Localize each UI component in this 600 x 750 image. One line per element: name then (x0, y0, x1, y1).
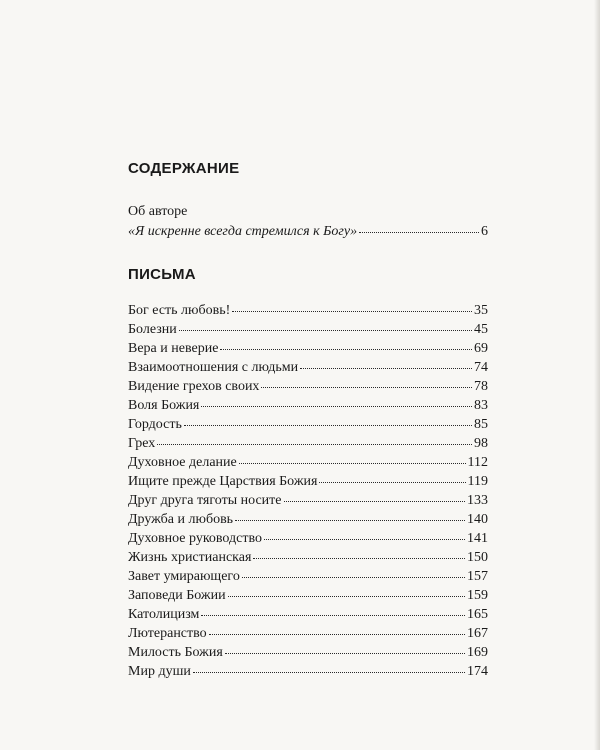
entry-title: Ищите прежде Царствия Божия (128, 474, 318, 489)
entry-title: Друг друга тяготы носите (128, 493, 282, 508)
page-number: 45 (474, 322, 488, 337)
dot-leader (300, 358, 472, 369)
toc-entry[interactable] (128, 415, 488, 434)
page-number: 174 (467, 664, 488, 679)
entry-title: Вера и неверие (128, 341, 219, 356)
entry-title: Воля Божия (128, 398, 200, 413)
page-number: 74 (474, 360, 488, 375)
page-number: 85 (474, 417, 488, 432)
dot-leader (179, 320, 472, 331)
dot-leader (193, 662, 465, 673)
page-edge-shadow (594, 0, 600, 750)
about-author-entry[interactable] (128, 222, 488, 242)
dot-leader (220, 339, 472, 350)
entry-title: Грех (128, 436, 156, 451)
entry-title: Гордость (128, 417, 182, 432)
entry-title: Завет умирающего (128, 569, 240, 584)
toc-entry[interactable] (128, 339, 488, 358)
toc-entry[interactable] (128, 396, 488, 415)
dot-leader (209, 624, 465, 635)
dot-leader (201, 396, 472, 407)
toc-entry[interactable] (128, 529, 488, 548)
dot-leader (319, 472, 465, 483)
page-number: 98 (474, 436, 488, 451)
page-number: 157 (467, 569, 488, 584)
entry-title: Духовное руководство (128, 531, 262, 546)
entry-title: Взаимоотношения с людьми (128, 360, 299, 375)
dot-leader (232, 301, 472, 312)
toc-entry[interactable] (128, 377, 488, 396)
dot-leader (235, 510, 465, 521)
toc-entry[interactable] (128, 567, 488, 586)
dot-leader (239, 453, 466, 464)
toc-entry[interactable] (128, 320, 488, 339)
toc-entry[interactable] (128, 358, 488, 377)
dot-leader (264, 529, 465, 540)
toc-entry[interactable] (128, 605, 488, 624)
letters-list (128, 301, 488, 681)
page-number: 69 (474, 341, 488, 356)
about-author-label: Об авторе (128, 204, 188, 219)
toc-entry[interactable] (128, 624, 488, 643)
page-number: 165 (467, 607, 488, 622)
entry-title: Видение грехов своих (128, 379, 260, 394)
dot-leader (261, 377, 472, 388)
entry-title: Католицизм (128, 607, 200, 622)
contents-heading: СОДЕРЖАНИЕ (128, 160, 240, 177)
entry-title: Лютеранство (128, 626, 207, 641)
page-number: 78 (474, 379, 488, 394)
entry-title: Мир души (128, 664, 191, 679)
page-number: 112 (467, 455, 488, 470)
page-number: 167 (467, 626, 488, 641)
page-number: 169 (467, 645, 488, 660)
page-number: 133 (467, 493, 488, 508)
toc-entry[interactable] (128, 643, 488, 662)
page-number: 141 (467, 531, 488, 546)
toc-entry[interactable] (128, 662, 488, 681)
letters-heading: ПИСЬМА (128, 266, 196, 283)
page-number: 119 (467, 474, 488, 489)
entry-title: Милость Божия (128, 645, 223, 660)
page-number: 35 (474, 303, 488, 318)
entry-title: Заповеди Божии (128, 588, 226, 603)
entry-title: Духовное делание (128, 455, 237, 470)
toc-entry[interactable] (128, 301, 488, 320)
dot-leader (253, 548, 465, 559)
dot-leader (359, 222, 479, 233)
page-number: 140 (467, 512, 488, 527)
page-number: 150 (467, 550, 488, 565)
entry-title: Жизнь христианская (128, 550, 252, 565)
dot-leader (184, 415, 472, 426)
entry-title: Бог есть любовь! (128, 303, 231, 318)
toc-entry[interactable] (128, 453, 488, 472)
toc-entry[interactable] (128, 548, 488, 567)
dot-leader (284, 491, 466, 502)
table-of-contents (128, 160, 488, 681)
toc-entry[interactable] (128, 510, 488, 529)
dot-leader (157, 434, 472, 445)
dot-leader (201, 605, 465, 616)
page-number: 159 (467, 588, 488, 603)
about-author-subtitle: «Я искренне всегда стремился к Богу» (128, 224, 358, 239)
toc-entry[interactable] (128, 491, 488, 510)
dot-leader (225, 643, 465, 654)
entry-title: Дружба и любовь (128, 512, 234, 527)
dot-leader (228, 586, 465, 597)
about-author-section (128, 202, 488, 242)
page-number: 6 (481, 224, 488, 239)
dot-leader (242, 567, 465, 578)
toc-entry[interactable] (128, 472, 488, 491)
toc-entry[interactable] (128, 586, 488, 605)
entry-title: Болезни (128, 322, 177, 337)
toc-entry[interactable] (128, 434, 488, 453)
page-number: 83 (474, 398, 488, 413)
